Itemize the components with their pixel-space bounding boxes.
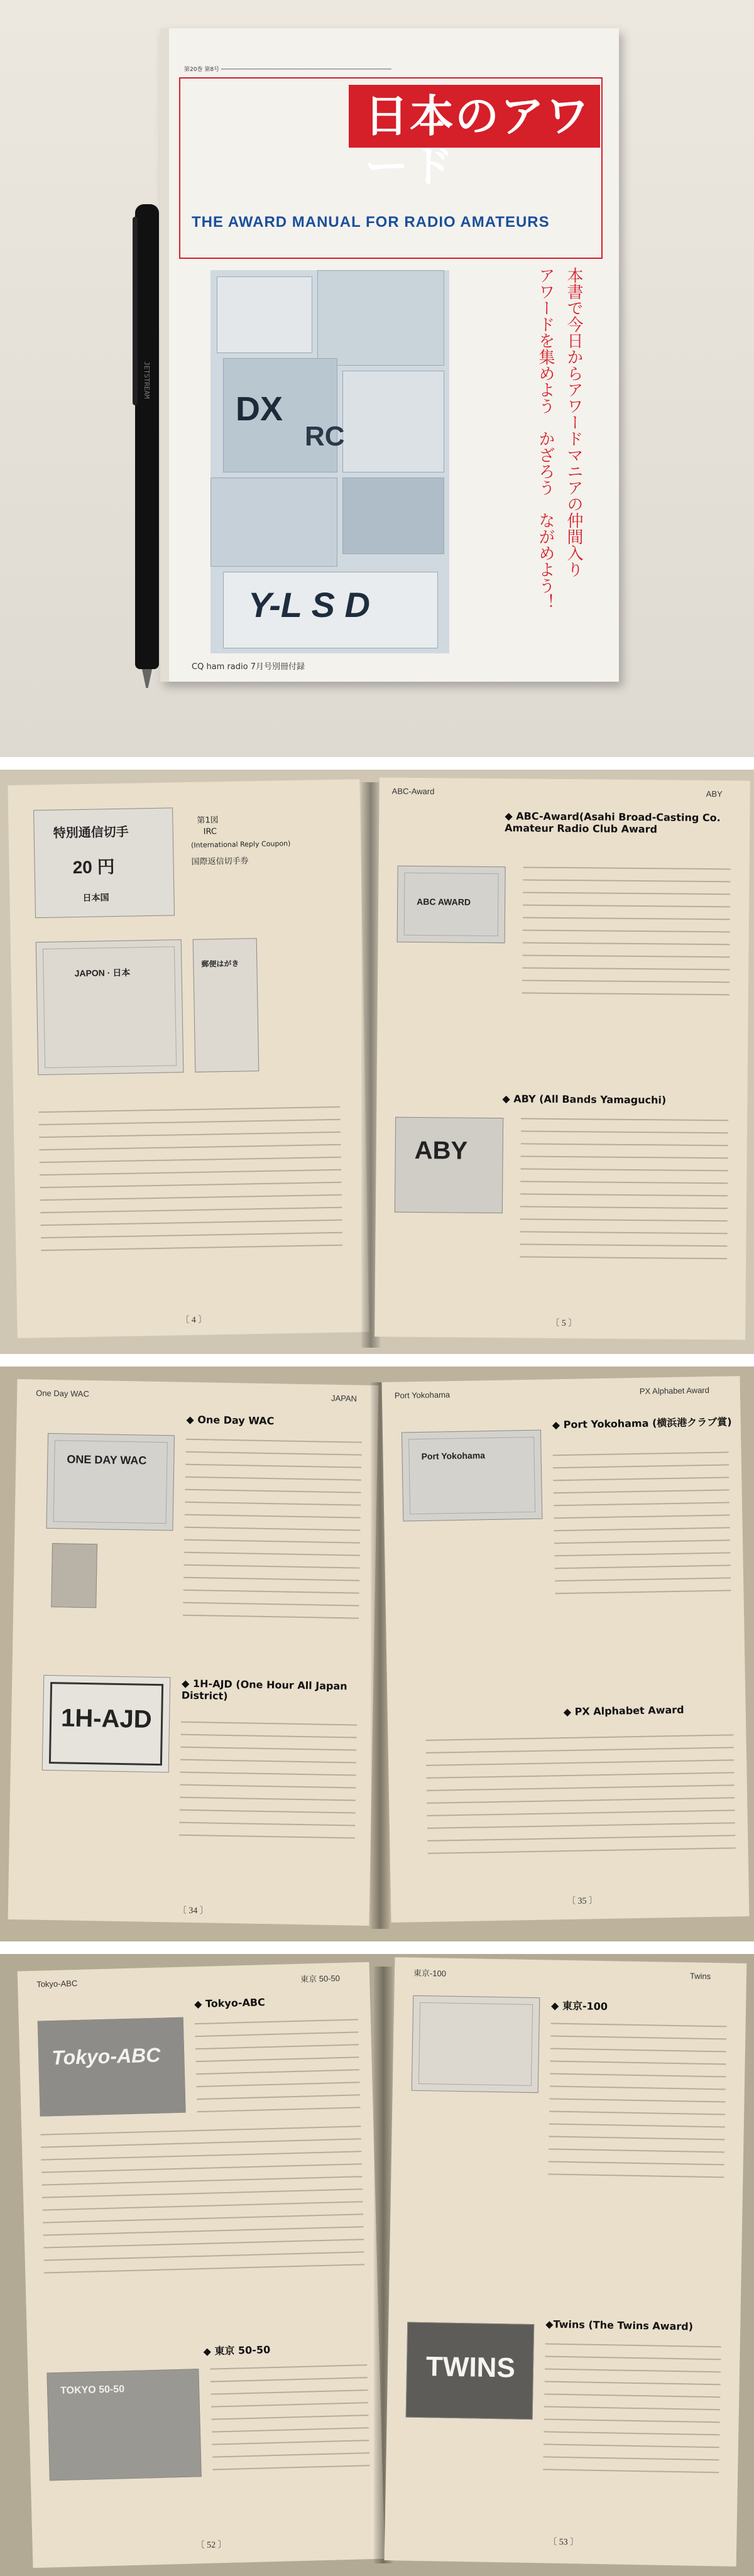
page-number-left: 〔 34 〕 bbox=[177, 1906, 209, 1916]
page-number-left: 〔 52 〕 bbox=[195, 2540, 227, 2551]
twins-body bbox=[543, 2343, 721, 2484]
fig-heading-3: (International Reply Coupon) bbox=[190, 839, 291, 849]
coupon-label: JAPON · 日本 bbox=[74, 967, 131, 979]
entry-aby: ◆ ABY (All Bands Yamaguchi) bbox=[502, 1093, 667, 1106]
port-yokohama-card bbox=[402, 1430, 542, 1522]
book-spread-2 bbox=[0, 1367, 754, 1941]
entry-px-alphabet: ◆ PX Alphabet Award bbox=[563, 1703, 684, 1718]
tokyo-100-card bbox=[412, 1995, 540, 2093]
page-number-right: 〔 5 〕 bbox=[550, 1318, 577, 1329]
tokyo-abc-card-text: Tokyo-ABC bbox=[51, 2043, 161, 2070]
stamp-country: 日本国 bbox=[82, 892, 109, 903]
header-right: PX Alphabet Award bbox=[639, 1385, 710, 1396]
page-number-right: 〔 53 〕 bbox=[548, 2537, 579, 2548]
book-spine bbox=[160, 28, 169, 682]
header-right: JAPAN bbox=[331, 1393, 358, 1404]
header-left: Tokyo-ABC bbox=[36, 1978, 78, 1989]
cover-title-en: THE AWARD MANUAL FOR RADIO AMATEURS bbox=[192, 214, 550, 231]
tokyo-abc-body bbox=[195, 2019, 361, 2124]
header-right: Twins bbox=[689, 1971, 711, 1981]
entry-tokyo-100: ◆ 東京-100 bbox=[550, 1999, 608, 2013]
aby-body-text bbox=[520, 1118, 728, 1270]
tokyo-50-50-body bbox=[210, 2364, 370, 2481]
abc-award-card bbox=[397, 866, 506, 943]
header-left: Port Yokohama bbox=[394, 1390, 451, 1400]
page-number-left: 〔 4 〕 bbox=[180, 1315, 207, 1326]
book-cover bbox=[160, 28, 619, 682]
page-left bbox=[8, 779, 369, 1338]
header-left: ABC-Award bbox=[391, 786, 435, 797]
cover-footer: CQ ham radio 7月号別冊付録 bbox=[192, 662, 305, 672]
book-spread-3 bbox=[0, 1954, 754, 2576]
entry-port-yokohama: ◆ Port Yokohama (横浜港クラブ賞) bbox=[552, 1416, 732, 1431]
page-right bbox=[374, 777, 750, 1340]
page-left bbox=[18, 1962, 385, 2568]
one-day-wac-card bbox=[46, 1433, 175, 1531]
port-yokohama-body bbox=[553, 1451, 731, 1605]
page-number-right: 〔 35 〕 bbox=[566, 1896, 598, 1907]
tokyo-50-50-card bbox=[46, 2369, 201, 2480]
pen-brand-label: JETSTREAM bbox=[143, 361, 151, 399]
page-left bbox=[8, 1379, 379, 1926]
cover-photo bbox=[0, 0, 754, 757]
entry-tokyo-50-50: ◆ 東京 50-50 bbox=[203, 2344, 271, 2357]
cover-title-jp: 日本のアワード bbox=[364, 90, 591, 192]
header-right: 東京 50-50 bbox=[300, 1973, 341, 1984]
cover-tagline-1: 本書で今日からアワードマニアの仲間入り bbox=[564, 267, 583, 577]
tokyo-abc-body-2 bbox=[40, 2126, 364, 2284]
fig-heading-4: 国際返信切手券 bbox=[191, 856, 249, 867]
postcard-label: 郵便はがき bbox=[201, 959, 239, 969]
pen-clip bbox=[133, 217, 138, 405]
entry-twins: ◆Twins (The Twins Award) bbox=[545, 2318, 694, 2333]
medal-image bbox=[51, 1543, 97, 1608]
book-spread-1 bbox=[0, 770, 754, 1354]
page-right bbox=[385, 1957, 747, 2567]
px-alphabet-body bbox=[425, 1734, 735, 1865]
1h-ajd-card bbox=[42, 1675, 171, 1773]
pen bbox=[135, 204, 159, 669]
entry-1h-ajd: ◆ 1H-AJD (One Hour All Japan District) bbox=[181, 1677, 347, 1702]
port-yokohama-card-text: Port Yokohama bbox=[421, 1450, 486, 1461]
aby-card-text: ABY bbox=[414, 1136, 468, 1165]
irc-coupon-image bbox=[36, 939, 184, 1075]
tokyo-abc-card bbox=[38, 2017, 186, 2117]
one-day-wac-body bbox=[183, 1439, 362, 1630]
fig-heading-1: 第1図 bbox=[197, 816, 219, 826]
abc-card-text: ABC AWARD bbox=[417, 896, 471, 907]
stamp-value: 20 円 bbox=[72, 857, 115, 878]
1h-ajd-body bbox=[179, 1722, 357, 1850]
abc-body-text bbox=[522, 866, 731, 1007]
postcard-image bbox=[193, 938, 260, 1072]
cover-tagline-2: アワードを集めよう かざろう ながめよう！ bbox=[536, 267, 555, 610]
aby-card bbox=[395, 1117, 503, 1213]
1h-ajd-card-text: 1H-AJD bbox=[60, 1704, 152, 1733]
one-day-wac-card-text: ONE DAY WAC bbox=[67, 1453, 147, 1467]
body-text bbox=[38, 1106, 342, 1262]
fig-heading-2: IRC bbox=[203, 827, 217, 837]
tokyo-50-50-card-text: TOKYO 50-50 bbox=[60, 2384, 125, 2396]
header-right: ABY bbox=[706, 789, 723, 799]
twins-card bbox=[406, 2322, 535, 2420]
cover-header-rule: 第20巻 第8号 ────────────────────────────────────────────────── bbox=[184, 67, 391, 73]
page-right bbox=[382, 1376, 750, 1923]
entry-abc-award: ◆ ABC-Award(Asahi Broad-Casting Co. Amateur Radio Club Award bbox=[505, 810, 721, 836]
header-left: 東京-100 bbox=[413, 1968, 447, 1978]
stamp-title: 特別通信切手 bbox=[53, 825, 129, 841]
stamp-image bbox=[33, 807, 175, 918]
entry-one-day-wac: ◆ One Day WAC bbox=[186, 1413, 275, 1427]
tokyo-100-body bbox=[548, 2023, 726, 2190]
header-left: One Day WAC bbox=[36, 1388, 90, 1399]
qsl-collage: DX RC Y-L S D bbox=[210, 270, 449, 653]
twins-card-text: TWINS bbox=[425, 2351, 516, 2384]
entry-tokyo-abc: ◆ Tokyo-ABC bbox=[194, 1996, 266, 2011]
